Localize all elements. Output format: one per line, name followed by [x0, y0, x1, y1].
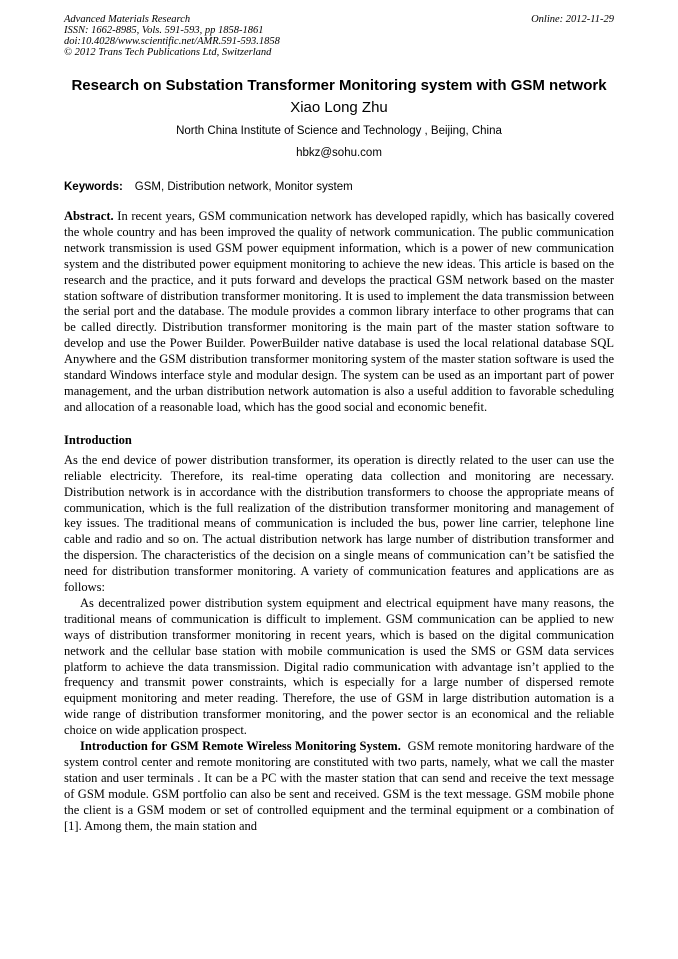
author-email: hbkz@sohu.com: [296, 147, 382, 159]
keywords-label: Keywords:: [64, 181, 123, 193]
journal-name: Advanced Materials Research: [64, 14, 191, 25]
issn-line: ISSN: 1662-8985, Vols. 591-593, pp 1858-1861: [64, 25, 264, 36]
journal-header: [64, 14, 614, 58]
keywords-text: GSM, Distribution network, Monitor system: [134, 181, 353, 193]
section-heading-introduction: Introduction: [64, 432, 132, 447]
abstract-label: Abstract.: [64, 209, 114, 223]
paper-title: Research on Substation Transformer Monitoring system with GSM network: [71, 77, 607, 94]
doi-line: doi:10.4028/www.scientific.net/AMR.591-593.1858: [64, 36, 280, 47]
online-date: Online: 2012-11-29: [531, 14, 614, 25]
abstract-text: In recent years, GSM communication network has developed rapidly, which has basically covered the whole country and has been improved the quality of network communication. The public communication network transmission is used GSM power equipment information, which is a power of new communication system and the distributed power equipment monitoring to achieve the new ideas. This article is based on the research and the practice, and it puts forward and develops the practical GSM network based on the master station software of distribution transformer monitoring. It is used to implement the data transmission between the serial port and the database. The module provides a common library interface to other programs that can be called directly. Distribution transformer monitoring is the main part of the master station software to develop and use the Power Builder. PowerBuilder native database is used the local relational database SQL Anywhere and the GSM distribution transformer monitoring system of the master station software is used the standard Windows interface style and modular design. The system can be used as an important part of power management, and the urban distribution network automation is also a useful addition to favorable scheduling and allocation of a reasonable load, which has the good social and economic benefit.: [64, 209, 615, 414]
keywords: [64, 180, 614, 194]
author-affiliation: North China Institute of Science and Technology , Beijing, China: [176, 125, 502, 137]
paper-page: [64, 14, 614, 835]
abstract: [64, 209, 614, 416]
author-name: Xiao Long Zhu: [290, 99, 388, 116]
intro-paragraph-1: As the end device of power distribution transformer, its operation is directly related to the user can use the reliable electricity. Therefore, its real-time operating data collection and monitoring are necessary. Distribution network is in accordance with the distribution transformers to choose the appropriate means of communication, which is the full realization of the distribution transformer monitoring and management of key issues. The traditional means of communication is included the bus, power line carrier, telephone line cable and radio and so on. The actual distribution network has large number of distribution transformer and the dispersion. The characteristics of the decision on a single means of communication can’t be satisfied the need for distribution transformer monitoring. A variety of communication features and applications are as follows:: [64, 452, 614, 595]
intro-paragraph-3: [64, 739, 614, 834]
intro-paragraph-3-text: GSM remote monitoring hardware of the system control center and remote monitoring are constituted with two parts, namely, what we call the master station and user terminals . It can be a PC with the master station that can send and receive the text message of GSM module. GSM portfolio can also be sent and received. GSM is the text message. GSM mobile phone the client is a GSM modem or set of controlled equipment and the terminal equipment or a combination of [1]. Among them, the main station and: [64, 739, 615, 833]
intro-paragraph-2: As decentralized power distribution system equipment and electrical equipment have many reasons, the traditional means of communication is difficult to implement. GSM communication can be applied to new ways of distribution transformer monitoring in recent years, which is based on the digital communication network and the cellular base station with mobile communication is used the SMS or GSM data services platform to achieve the data transmission. Digital radio communication with advantage isn’t applied to the frequency and transmit power constraints, which is especially for a large number of dispersed remote equipment monitoring and meter reading. Therefore, the use of GSM in large distribution automation is a wide range of distribution transformer monitoring, and the power sector is an economical and the reliable choice on wide application prospect.: [64, 595, 614, 738]
subsection-heading: Introduction for GSM Remote Wireless Monitoring System.: [80, 739, 401, 754]
copyright-line: © 2012 Trans Tech Publications Ltd, Switzerland: [64, 47, 272, 58]
